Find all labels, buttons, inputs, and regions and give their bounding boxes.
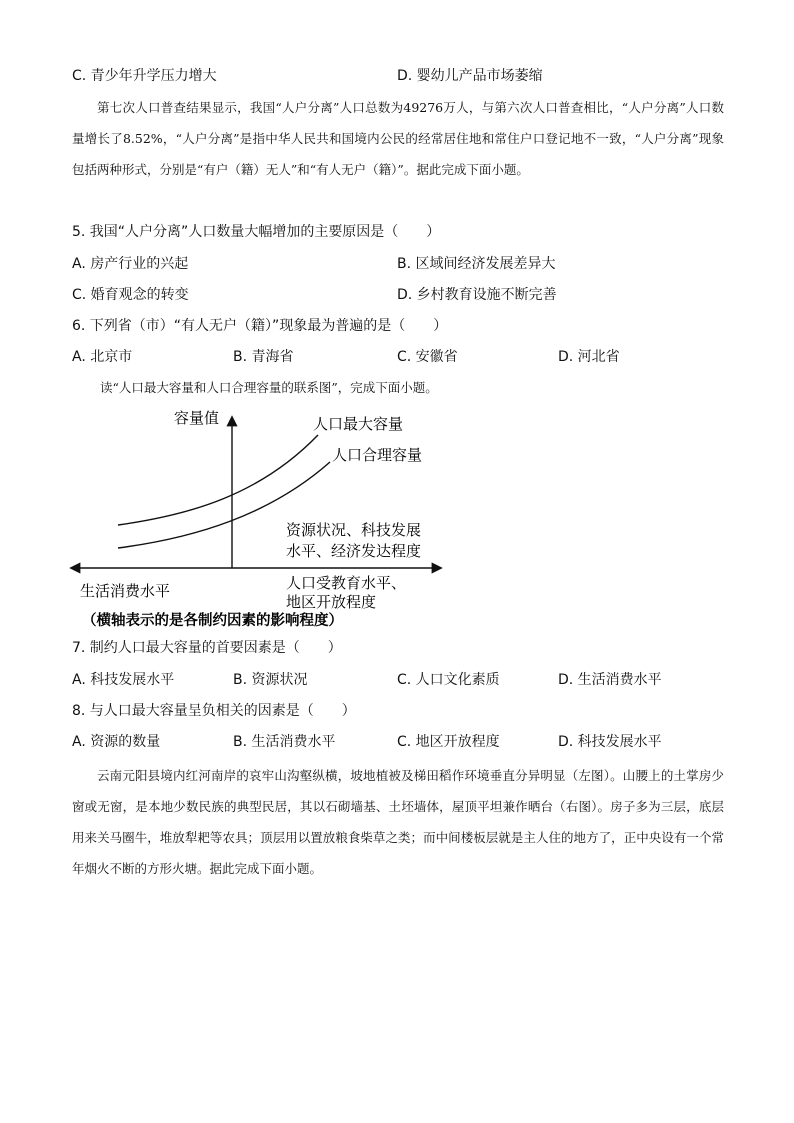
q6-option-d: D. 河北省 bbox=[558, 349, 620, 365]
q5-stem: 5. 我国“人户分离”人口数量大幅增加的主要原因是（ ） bbox=[72, 224, 441, 240]
q7-option-b: B. 资源状况 bbox=[233, 672, 308, 688]
curve-max-capacity bbox=[118, 435, 318, 525]
passage-yuanyang-housing: 云南元阳县境内红河南岸的哀牢山沟壑纵横，坡地植被及梯田稻作环境垂直分异明显（左图）。山腰上的土掌房少窗或无窗，是本地少数民族的典型民居，其以石砌墙基、土坯墙体，屋顶平坦兼作晒台（右图）。房子多为三层，底层用来关马圈牛，堆放犁耙等农具；顶层用以置放粮食柴草之类；而中间楼板层就是主人住的地方了，正中央设有一个常年烟火不断的方形火塘。据此完成下面小题。 bbox=[72, 768, 724, 876]
population-capacity-diagram bbox=[0, 400, 794, 635]
q5-option-a: A. 房产行业的兴起 bbox=[72, 256, 189, 272]
q7-option-d: D. 生活消费水平 bbox=[558, 672, 662, 688]
diagram-intro: 读“人口最大容量和人口合理容量的联系图”，完成下面小题。 bbox=[100, 380, 438, 395]
q8-option-b: B. 生活消费水平 bbox=[233, 734, 336, 750]
q4-option-d: D. 婴幼儿产品市场萎缩 bbox=[397, 68, 543, 84]
right-lower-label-2: 地区开放程度 bbox=[286, 593, 377, 611]
q7-stem: 7. 制约人口最大容量的首要因素是（ ） bbox=[72, 640, 342, 656]
q6-option-c: C. 安徽省 bbox=[397, 349, 458, 365]
q7-option-a: A. 科技发展水平 bbox=[72, 672, 175, 688]
q8-option-c: C. 地区开放程度 bbox=[397, 734, 500, 750]
q5-option-c: C. 婚育观念的转变 bbox=[72, 287, 189, 303]
q8-option-d: D. 科技发展水平 bbox=[558, 734, 662, 750]
q6-option-b: B. 青海省 bbox=[233, 349, 294, 365]
q6-stem: 6. 下列省（市）“有人无户（籍）”现象最为普遍的是（ ） bbox=[72, 318, 448, 334]
y-axis-label: 容量值 bbox=[174, 409, 220, 427]
curve-max-label: 人口最大容量 bbox=[313, 415, 404, 433]
q8-option-a: A. 资源的数量 bbox=[72, 734, 161, 750]
negative-factor-left-label: 生活消费水平 bbox=[80, 582, 171, 600]
diagram-caption: （横轴表示的是各制约因素的影响程度） bbox=[82, 613, 343, 629]
q5-option-d: D. 乡村教育设施不断完善 bbox=[397, 287, 557, 303]
passage-household-separation: 第七次人口普查结果显示，我国“人户分离”人口总数为49276万人，与第六次人口普查相比，“人户分离”人口数量增长了8.52%，“人户分离”是指中华人民共和国境内公民的经常居住地和常住户口登记地不一致，“人户分离”现象包括两种形式，分别是“有户（籍）无人”和“有人无户（籍）”。据此完成下面小题。 bbox=[72, 100, 724, 177]
right-lower-label-1: 人口受教育水平、 bbox=[286, 574, 407, 592]
q4-option-c: C. 青少年升学压力增大 bbox=[72, 68, 217, 84]
q6-option-a: A. 北京市 bbox=[72, 349, 133, 365]
q8-stem: 8. 与人口最大容量呈负相关的因素是（ ） bbox=[72, 703, 356, 719]
q7-option-c: C. 人口文化素质 bbox=[397, 672, 500, 688]
positive-factors-label-2: 水平、经济发达程度 bbox=[286, 542, 422, 560]
q5-option-b: B. 区域间经济发展差异大 bbox=[397, 256, 556, 272]
curve-reasonable-label: 人口合理容量 bbox=[332, 446, 423, 464]
positive-factors-label-1: 资源状况、科技发展 bbox=[286, 521, 422, 539]
